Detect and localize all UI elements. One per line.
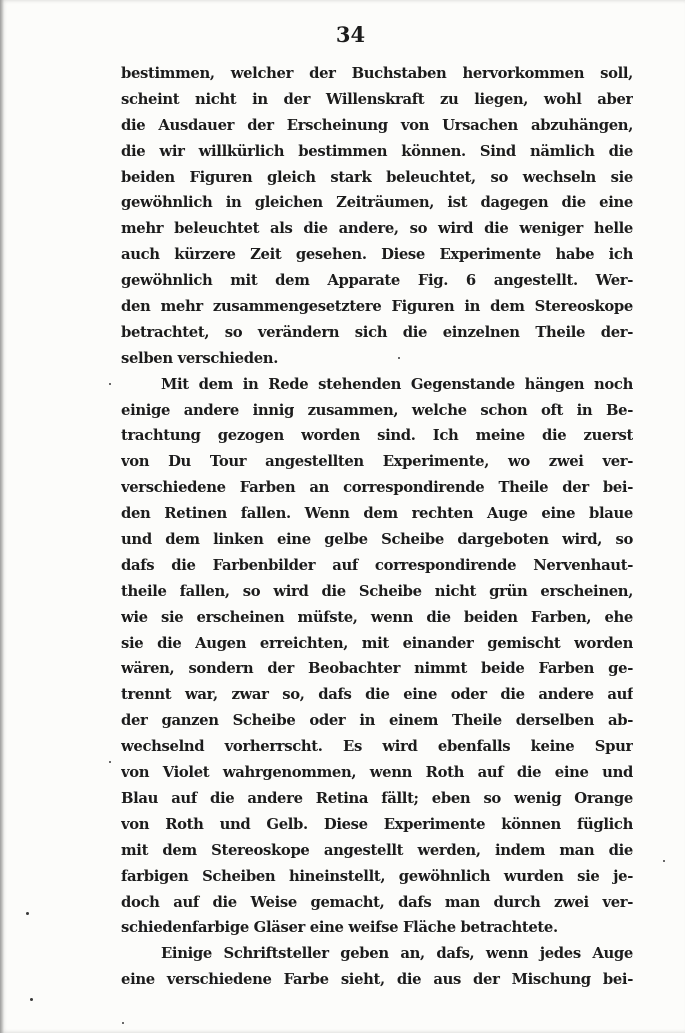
paragraph-3 (121, 941, 633, 993)
text-line: betrachtet, so verändern sich die einzelnen Theile der- (121, 323, 633, 341)
text-line: den mehr zusammengesetztere Figuren in dem Stereoskope (121, 298, 633, 316)
text-line: der ganzen Scheibe oder in einem Theile derselben ab- (121, 712, 633, 730)
text-line: eine verschiedene Farbe sieht, die aus der Mischung bei- (121, 971, 633, 989)
paragraph-2 (121, 372, 633, 942)
paragraph-1 (121, 61, 633, 372)
ink-speck (398, 357, 400, 359)
text-line: dafs die Farbenbilder auf correspondirende Nervenhaut- (121, 556, 633, 574)
page-number: 34 (335, 22, 366, 47)
text-line: Blau auf die andere Retina fällt; eben so wenig Orange (121, 789, 633, 807)
text-line: sie die Augen erreichten, mit einander gemischt worden (121, 634, 633, 652)
text-line: gewöhnlich mit dem Apparate Fig. 6 angestellt. Wer- (121, 272, 633, 290)
text-line: wie sie erscheinen müfste, wenn die beiden Farben, ehe (121, 608, 633, 626)
text-line: auch kürzere Zeit gesehen. Diese Experimente habe ich (121, 246, 633, 264)
text-line: wären, sondern der Beobachter nimmt beide Farben ge- (121, 660, 633, 678)
text-line: Mit dem in Rede stehenden Gegenstande hängen noch (161, 375, 633, 393)
page-edge-shadow (0, 0, 4, 1033)
text-line: von Du Tour angestellten Experimente, wo zwei ver- (121, 453, 633, 471)
text-line: doch auf die Weise gemacht, dafs man durch zwei ver- (121, 893, 633, 911)
text-line: von Violet wahrgenommen, wenn Roth auf die eine und (121, 764, 633, 782)
ink-speck (26, 912, 29, 915)
text-line: selben verschieden. (121, 349, 278, 367)
text-line: von Roth und Gelb. Diese Experimente können füglich (121, 815, 633, 833)
text-line: die Ausdauer der Erscheinung von Ursachen abzuhängen, (121, 116, 633, 134)
text-line: den Retinen fallen. Wenn dem rechten Auge eine blaue (121, 505, 633, 523)
text-line: und dem linken eine gelbe Scheibe dargeboten wird, so (121, 531, 633, 549)
text-line: trachtung gezogen worden sind. Ich meine die zuerst (121, 427, 633, 445)
text-line: einige andere innig zusammen, welche schon oft in Be- (121, 401, 633, 419)
ink-speck (109, 761, 111, 763)
ink-speck (122, 1022, 124, 1024)
ink-speck (663, 860, 665, 862)
text-line: verschiedene Farben an correspondirende Theile der bei- (121, 479, 633, 497)
text-line: wechselnd vorherrscht. Es wird ebenfalls keine Spur (121, 738, 633, 756)
text-line: mehr beleuchtet als die andere, so wird die weniger helle (121, 220, 633, 238)
text-line: trennt war, zwar so, dafs die eine oder die andere auf (121, 686, 633, 704)
text-line: beiden Figuren gleich stark beleuchtet, so wechseln sie (121, 168, 633, 186)
body-text (121, 61, 633, 993)
text-line: schiedenfarbige Gläser eine weifse Fläche betrachtete. (121, 919, 558, 937)
ink-speck (30, 998, 33, 1001)
text-line: bestimmen, welcher der Buchstaben hervorkommen soll, (121, 65, 633, 82)
text-line: scheint nicht in der Willenskraft zu liegen, wohl aber (121, 90, 633, 108)
text-line: farbigen Scheiben hineinstellt, gewöhnlich wurden sie je- (121, 867, 633, 885)
ink-speck (109, 383, 111, 385)
text-line: die wir willkürlich bestimmen können. Sind nämlich die (121, 142, 633, 160)
text-line: Einige Schriftsteller geben an, dafs, wenn jedes Auge (161, 945, 633, 963)
text-line: mit dem Stereoskope angestellt werden, indem man die (121, 841, 633, 859)
text-line: gewöhnlich in gleichen Zeiträumen, ist dagegen die eine (121, 194, 633, 212)
text-line: theile fallen, so wird die Scheibe nicht grün erscheinen, (121, 582, 633, 600)
